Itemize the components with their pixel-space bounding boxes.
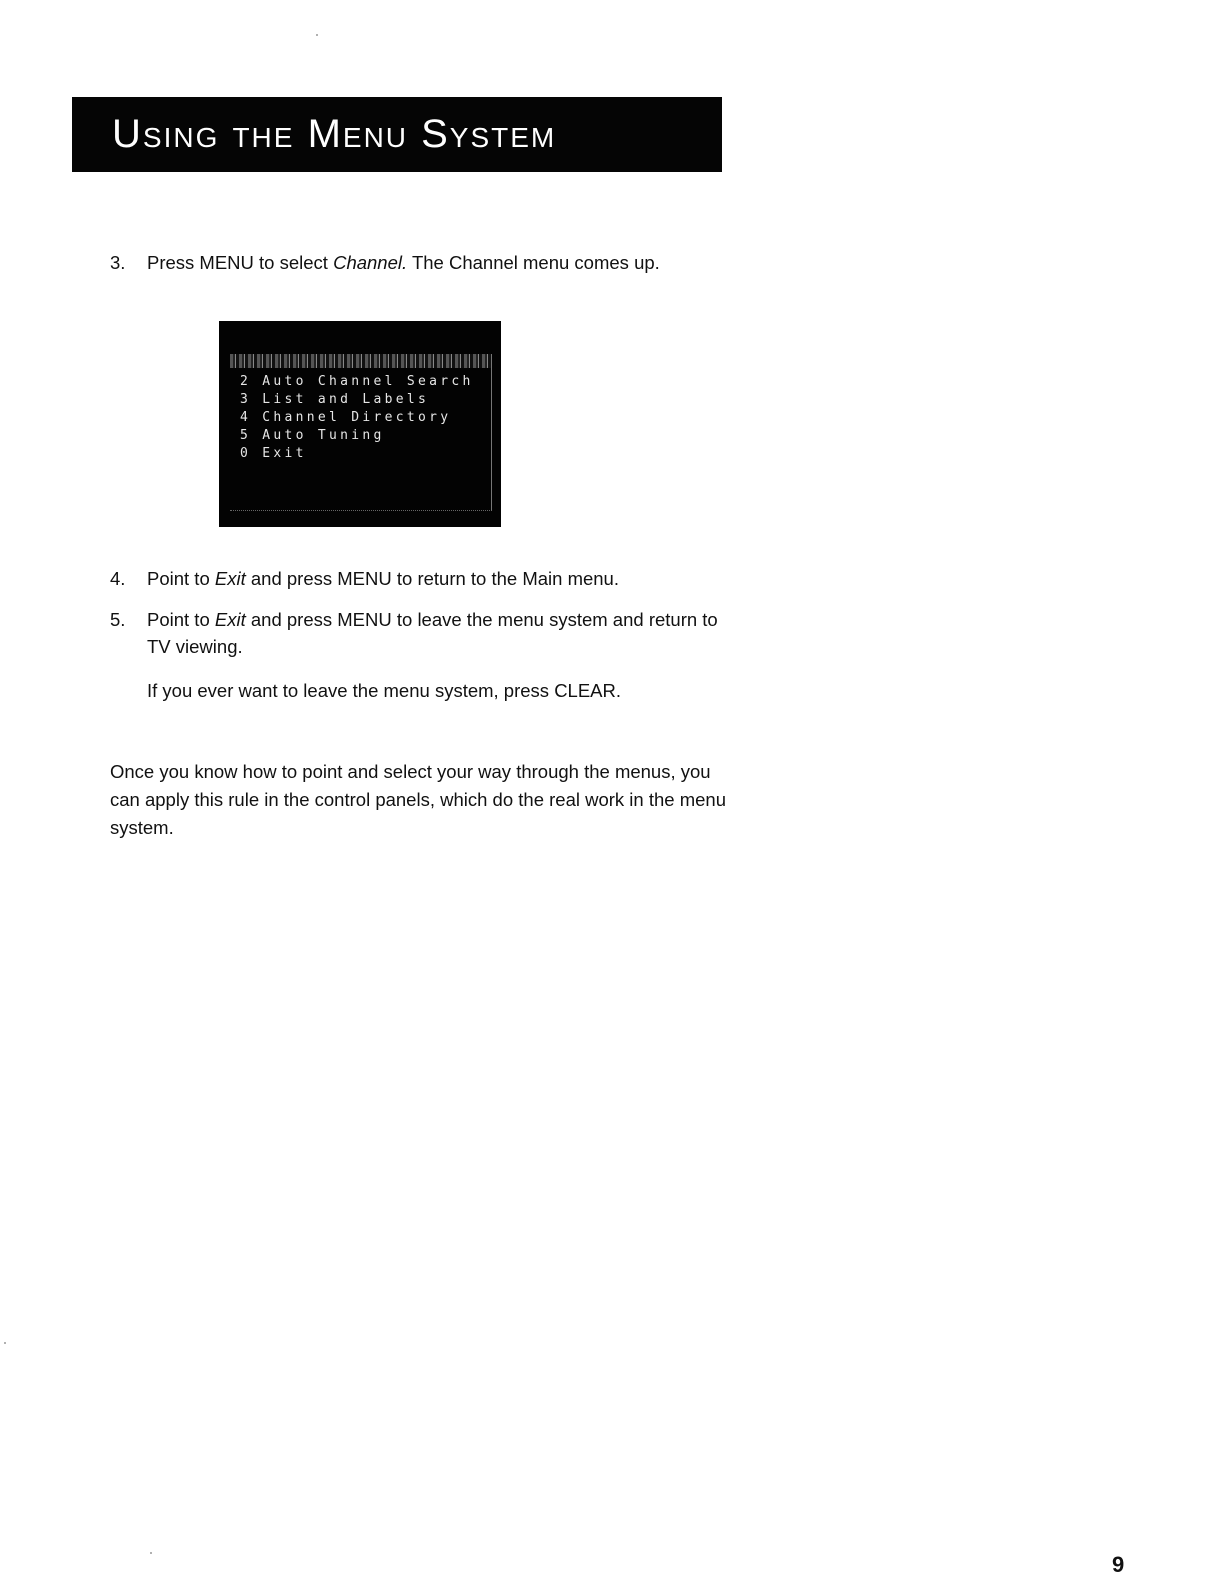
page-number: 9 (1112, 1552, 1125, 1577)
channel-menu-screenshot (219, 321, 501, 527)
clear-note: If you ever want to leave the menu system, press CLEAR. (147, 680, 622, 701)
step-text-part: and press MENU to leave the menu system and return to TV viewing. (147, 609, 718, 657)
step-italic-term: Channel. (333, 252, 408, 273)
channel-menu-item: 3 List and Labels (240, 392, 430, 407)
channel-menu-frame (230, 354, 492, 511)
step-text (147, 606, 730, 660)
step-text (147, 249, 730, 276)
step-italic-term: Exit (214, 568, 246, 589)
section-header (72, 97, 722, 172)
summary-paragraph: Once you know how to point and select your way through the menus, you can apply this rule in the control panels, which do the real work in the menu system. (110, 761, 726, 838)
channel-menu-title-bar (230, 354, 491, 368)
step-3 (110, 249, 730, 276)
channel-menu-item: 5 Auto Tuning (240, 428, 385, 443)
step-text-part: Press MENU to select (147, 252, 334, 273)
section-title: Using the Menu System (112, 112, 557, 156)
step-5 (110, 606, 730, 660)
step-text-part: The Channel menu comes up. (407, 252, 660, 273)
channel-menu-item: 0 Exit (240, 446, 307, 461)
step-number: 3. (110, 252, 126, 273)
step-text-part: and press MENU to return to the Main menu. (245, 568, 619, 589)
scan-speck (4, 1342, 6, 1344)
step-text-part: Point to (147, 568, 215, 589)
scan-speck (316, 34, 318, 36)
step-number: 5. (110, 609, 126, 630)
step-4 (110, 565, 730, 592)
step-number: 4. (110, 568, 126, 589)
channel-menu-list (240, 373, 474, 463)
channel-menu-item: 2 Auto Channel Search (240, 374, 474, 389)
channel-menu-item: 4 Channel Directory (240, 410, 452, 425)
step-text-part: Point to (147, 609, 215, 630)
scan-speck (150, 1552, 152, 1554)
step-italic-term: Exit (214, 609, 246, 630)
step-text (147, 565, 730, 592)
